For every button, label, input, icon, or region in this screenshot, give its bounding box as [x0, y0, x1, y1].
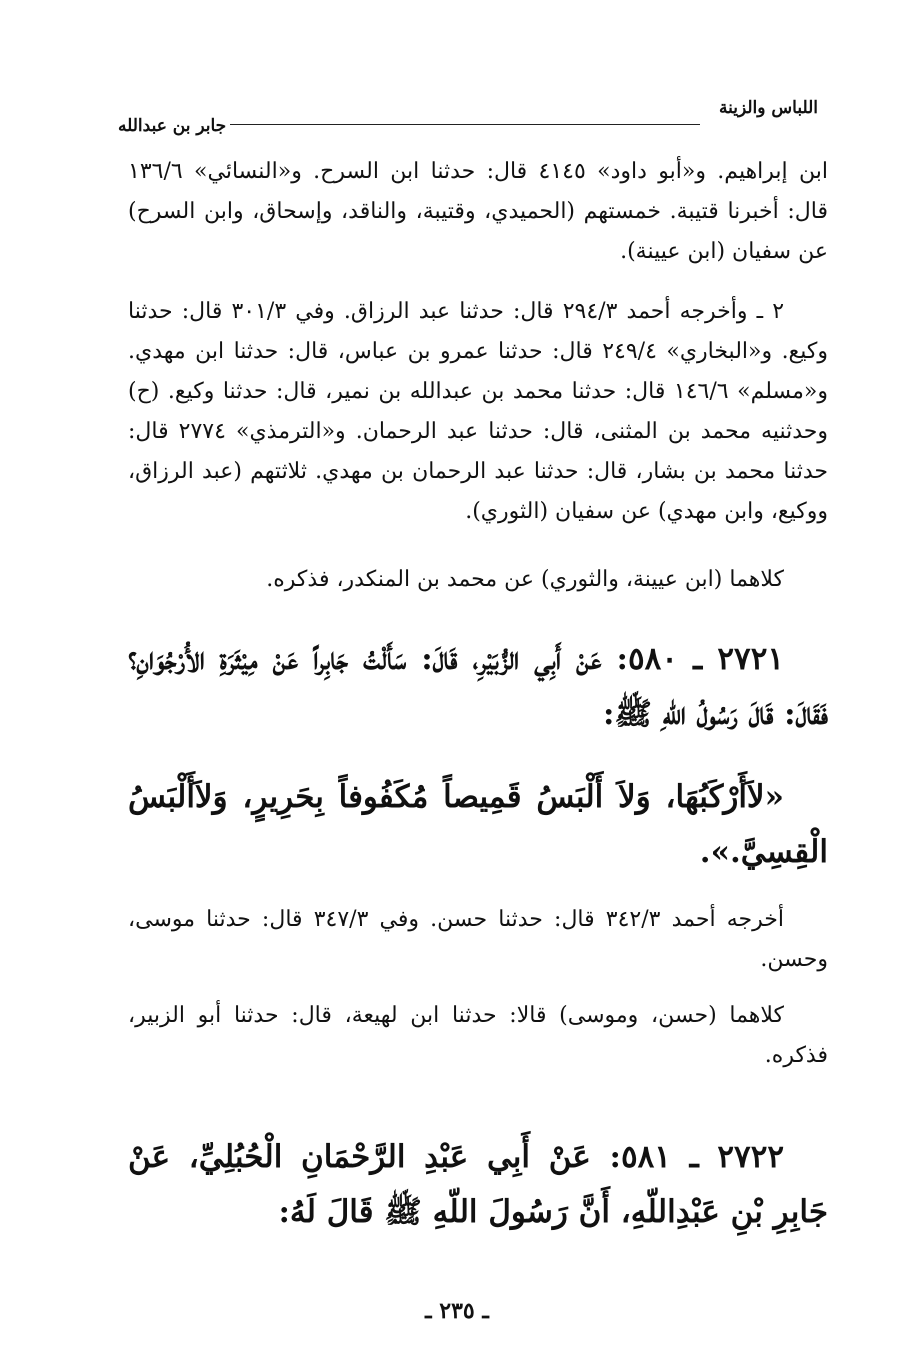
takhrij-block-1 — [128, 152, 828, 272]
running-header — [118, 98, 818, 136]
takhrij-block-4 — [128, 900, 828, 980]
takhrij-paragraph: أخرجه أحمد ٣٤٢/٣ قال: حدثنا حسن. وفي ٣٤٧/٣ قال: حدثنا موسى، وحسن. — [128, 907, 828, 972]
section-title: اللباس والزينة — [719, 98, 818, 118]
takhrij-paragraph: كلاهما (حسن، وموسى) قالا: حدثنا ابن لهيعة، قال: حدثنا أبو الزبير، فذكره. — [128, 1003, 828, 1068]
hadith-text: ٢٧٢٢ ـ ٥٨١: عَنْ أَبِي عَبْدِ الرَّحْمَانِ الْحُبُلِيِّ، عَنْ جَابِرِ بْنِ عَبْدِاللّهِ، أَنَّ رَسُولَ اللّهِ ﷺ قَالَ لَهُ: — [128, 1139, 828, 1230]
takhrij-block-3 — [128, 560, 828, 600]
header-rule — [230, 124, 700, 125]
hadith-2721-intro — [128, 632, 828, 742]
takhrij-block-2 — [128, 292, 828, 532]
hadith-2722-intro — [128, 1130, 828, 1240]
hadith-2721-matn — [128, 770, 828, 880]
takhrij-paragraph: ابن إبراهيم. و«أبو داود» ٤١٤٥ قال: حدثنا ابن السرح. و«النسائي» ١٣٦/٦ قال: أخبرنا قتيبة. خمستهم (الحميدي، وقتيبة، والناقد، وإسحاق، وابن السرح) عن سفيان (ابن عيينة). — [128, 159, 828, 264]
page-number: ـ ٢٣٥ ـ — [425, 1298, 489, 1324]
takhrij-block-5 — [128, 996, 828, 1076]
takhrij-paragraph: كلاهما (ابن عيينة، والثوري) عن محمد بن المنكدر، فذكره. — [266, 567, 784, 592]
narrator-name: جابر بن عبدالله — [118, 116, 227, 136]
takhrij-paragraph: ٢ ـ وأخرجه أحمد ٢٩٤/٣ قال: حدثنا عبد الرزاق. وفي ٣٠١/٣ قال: حدثنا وكيع. و«البخاري» ٢٤٩/٤ قال: حدثنا عمرو بن عباس، قال: حدثنا ابن مهدي. و«مسلم» ١٤٦/٦ قال: حدثنا محمد بن عبدالله بن نمير، قال: حدثنا وكيع. (ح) وحدثنيه محمد بن المثنى، قال: حدثنا عبد الرحمان. و«الترمذي» ٢٧٧٤ قال: حدثنا محمد بن بشار، قال: حدثنا عبد الرحمان بن مهدي. ثلاثتهم (عبد الرزاق، ووكيع، وابن مهدي) عن سفيان (الثوري). — [128, 299, 829, 524]
hadith-text: ٢٧٢١ ـ ٥٨٠: عَنْ أَبِي الزُّبَيْرِ، قَالَ: سَأَلْتُ جَابِراً عَنْ مِيْثَرَةِ الأُرْجُوَانِ؟ فَقَالَ: قَالَ رَسُولُ اللّهِ ﷺ: — [128, 641, 828, 732]
hadith-text: «لاَأَرْكَبُهَا، وَلاَ أَلْبَسُ قَمِيصاً مُكَفُوفاً بِحَرِيرٍ، وَلاَأَلْبَسُ الْقِسِيَّ.». — [128, 779, 828, 870]
